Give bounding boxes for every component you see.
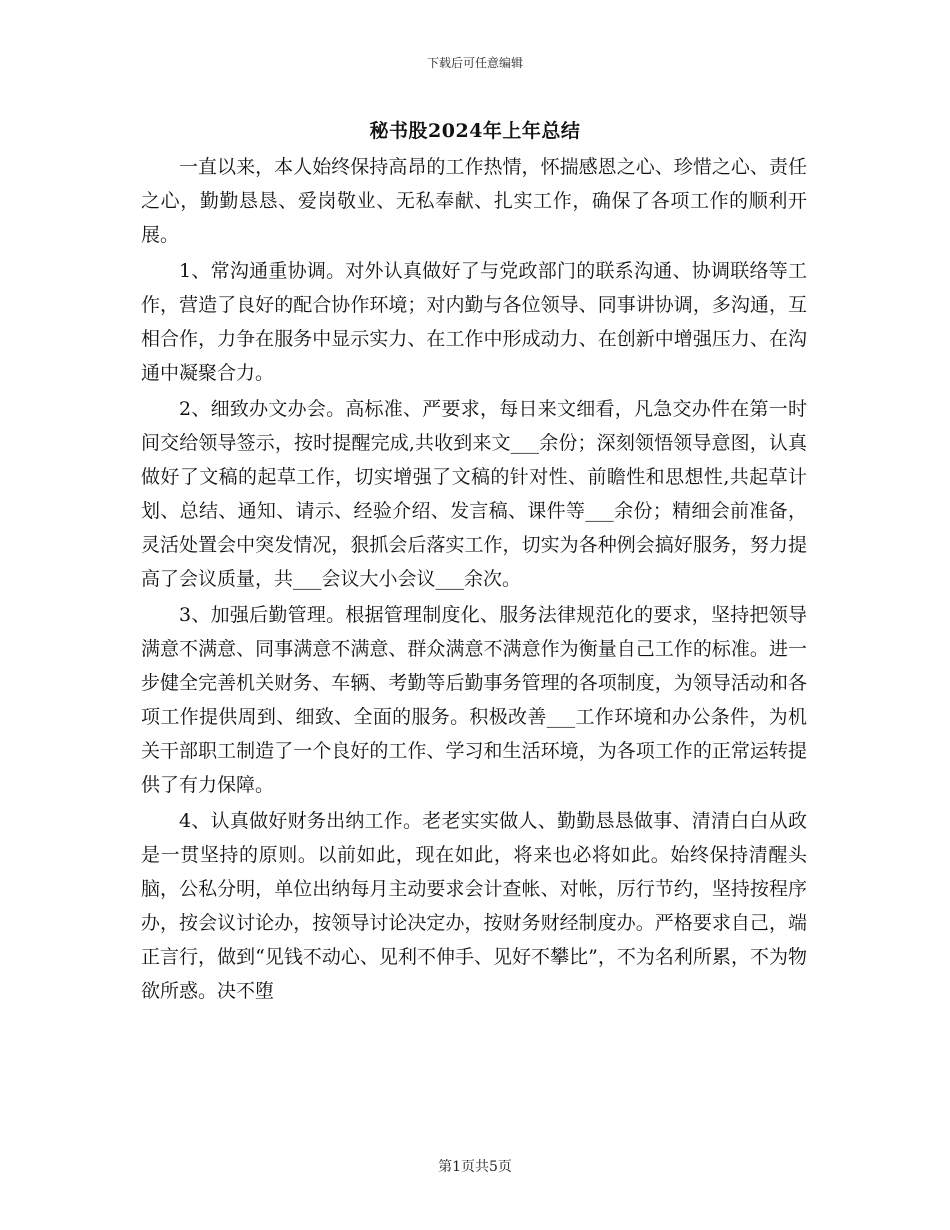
paragraph-documents-meetings: 2、细致办文办会。高标准、严要求，每日来文细看，凡急交办件在第一时间交给领导签示，按时提醒完成,共收到来文___余份；深刻领悟领导意图，认真做好了文稿的起草工作，切实增强了文稿的针对性、前瞻性和思想性,共起草计划、总结、通知、请示、经验介绍、发言稿、课件等___余份；精细会前准备，灵活处置会中突发情况，狠抓会后落实工作，切实为各种例会搞好服务，努力提高了会议质量，共___会议大小会议___余次。 [141,398,807,590]
document-body [141,150,807,1010]
page-number: 第1页共5页 [438,1159,512,1175]
document-title: 秘书股2024年上年总结 [369,120,581,142]
paragraph-communication: 1、常沟通重协调。对外认真做好了与党政部门的联系沟通、协调联络等工作，营造了良好的配合协作环境；对内勤与各位领导、同事讲协调，多沟通，互相合作，力争在服务中显示实力、在工作中形成动力、在创新中增强压力、在沟通中凝聚合力。 [141,260,807,384]
header-note: 下载后可任意编辑 [426,56,523,70]
paragraph-finance: 4、认真做好财务出纳工作。老老实实做人、勤勤恳恳做事、清清白白从政是一贯坚持的原则。以前如此，现在如此，将来也必将如此。始终保持清醒头脑，公私分明，单位出纳每月主动要求会计查帐、对帐，厉行节约，坚持按程序办，按会议讨论办，按领导讨论决定办，按财务财经制度办。严格要求自己，端正言行，做到“见钱不动心、见利不伸手、见好不攀比”，不为名利所累，不为物欲所惑。决不堕 [141,810,807,1002]
paragraph-intro: 一直以来，本人始终保持高昂的工作热情，怀揣感恩之心、珍惜之心、责任之心，勤勤恳恳、爱岗敬业、无私奉献、扎实工作，确保了各项工作的顺利开展。 [141,156,807,246]
paragraph-logistics: 3、加强后勤管理。根据管理制度化、服务法律规范化的要求，坚持把领导满意不满意、同事满意不满意、群众满意不满意作为衡量自己工作的标准。进一步健全完善机关财务、车辆、考勤等后勤事务管理的各项制度，为领导活动和各项工作提供周到、细致、全面的服务。积极改善___工作环境和办公条件，为机关干部职工制造了一个良好的工作、学习和生活环境，为各项工作的正常运转提供了有力保障。 [141,604,807,796]
